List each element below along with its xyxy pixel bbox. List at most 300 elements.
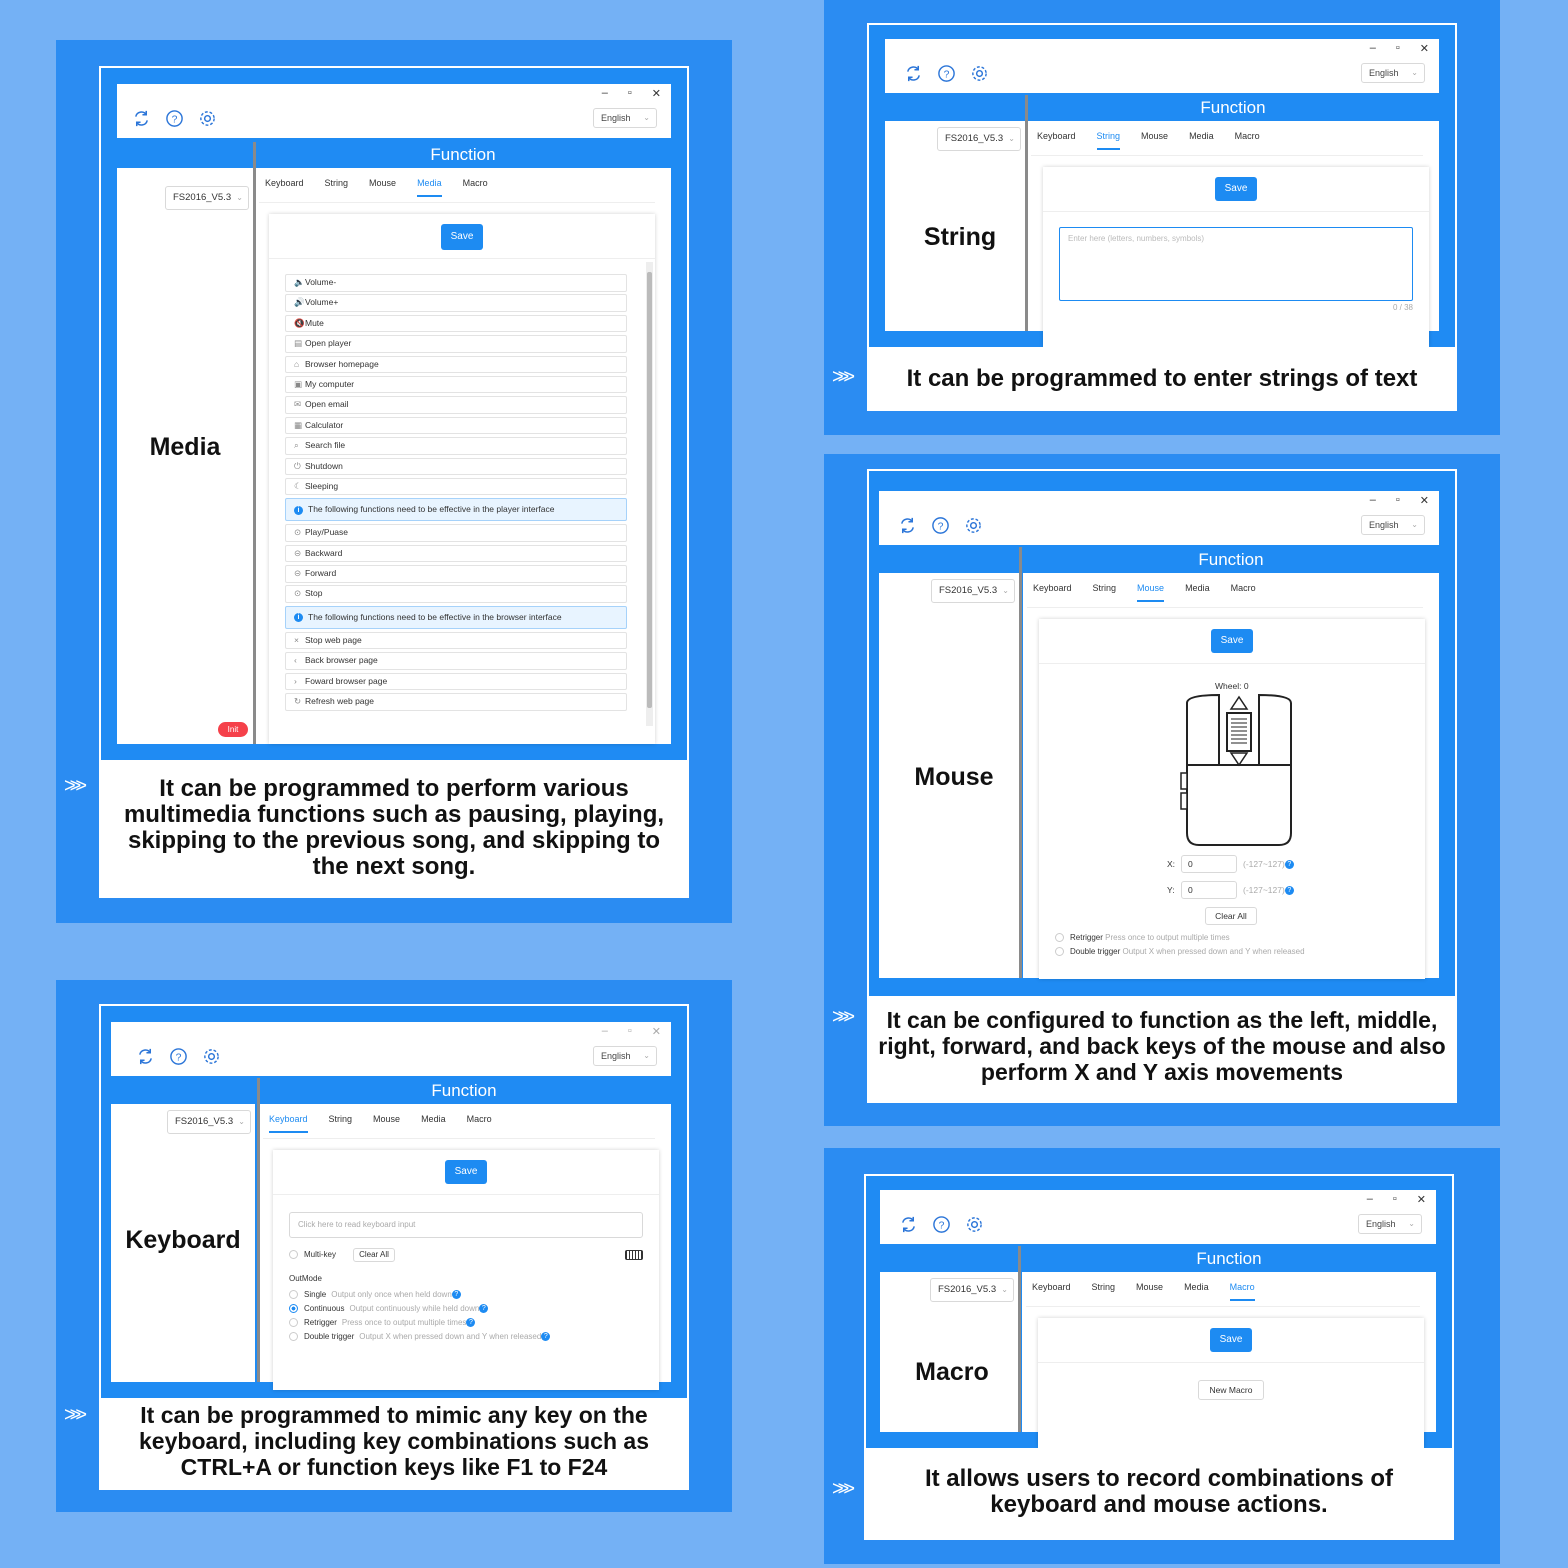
close-icon: × [294,634,299,645]
mouse-screenshot [869,471,1455,996]
tab-string[interactable]: String [1091,1282,1116,1292]
retrigger-label: Retrigger [1070,933,1103,942]
media-item-label: Refresh web page [305,696,374,707]
save-button[interactable]: Save [1215,177,1257,201]
tab-mouse[interactable]: Mouse [1136,1282,1164,1292]
outmode-desc: Output continuously while held down [349,1304,480,1313]
media-list-item[interactable] [285,437,627,455]
keyboard-icon[interactable] [625,1250,643,1260]
media-list-item[interactable] [285,565,627,583]
media-item-label: Foward browser page [305,675,388,686]
string-card [867,23,1457,411]
media-item-label: Shutdown [305,460,343,471]
toolbar [880,1190,1436,1244]
function-panel [1022,1272,1436,1432]
media-list-item[interactable] [285,396,627,414]
media-list-item[interactable] [285,294,627,312]
side-button-back [1181,793,1187,809]
computer-icon: ▣ [294,378,303,389]
help-icon[interactable] [930,515,950,535]
player-notice [285,498,627,521]
function-tabs [269,1114,513,1133]
chevrons-icon: >>> [832,366,850,388]
language-select[interactable] [1361,63,1425,83]
media-list-group-a [285,274,627,495]
caption: It can be programmed to perform various multimedia functions such as pausing, playing, skipping to the previous song, and skipping to the next song. [123,775,665,880]
help-icon[interactable] [931,1214,951,1234]
save-button[interactable]: Save [1211,629,1253,653]
close-button[interactable]: ✕ [651,88,661,100]
outmode-option[interactable] [289,1288,550,1302]
media-list-item[interactable] [285,274,627,292]
chevron-down-icon: ⌄ [1008,134,1015,143]
tab-macro[interactable]: Macro [1230,1282,1255,1301]
panel-divider [253,142,256,744]
refresh-icon[interactable] [898,1214,918,1234]
moon-icon: ☾ [294,480,302,491]
mouse-card [867,469,1457,1103]
multi-key-option[interactable] [289,1250,336,1259]
y-range [1243,885,1294,895]
media-list-item[interactable] [285,524,627,542]
double-trigger-label: Double trigger [1070,947,1121,956]
outmode-radio[interactable] [289,1318,298,1327]
media-item-label: Mute [305,317,324,328]
device-value: FS2016_V5.3 [938,1284,997,1295]
device-select[interactable] [167,1110,251,1134]
outmode-name: Double trigger [304,1332,355,1341]
help-icon[interactable] [164,108,184,128]
media-list-item[interactable] [285,335,627,353]
help-icon[interactable]: ? [479,1304,488,1313]
wheel-up-arrow [1231,697,1247,709]
help-icon[interactable]: ? [1285,886,1294,895]
language-value: English [601,1051,631,1061]
chevron-down-icon: ⌄ [643,113,650,122]
section-label: Keyboard [125,1226,241,1254]
tab-macro[interactable]: Macro [466,1114,492,1124]
media-panel [56,40,732,923]
browser-notice [285,606,627,629]
side-button-forward [1181,773,1187,789]
restore-button[interactable]: ▫ [1392,1193,1397,1205]
x-label: X: [1167,859,1176,869]
y-value: 0 [1188,885,1193,895]
outmode-option[interactable] [289,1316,550,1330]
double-trigger-desc: Output X when pressed down and Y when released [1122,947,1305,956]
media-list-item[interactable] [285,315,627,333]
media-card [99,66,689,898]
restore-button[interactable]: ▫ [1395,42,1400,54]
email-icon: ✉ [294,399,302,410]
tab-keyboard[interactable]: Keyboard [269,1114,308,1133]
double-trigger-option[interactable] [1055,947,1305,956]
tab-mouse[interactable]: Mouse [373,1114,401,1124]
media-item-label: Play/Puase [305,527,348,538]
outmode-radio[interactable] [289,1332,298,1341]
minimize-button[interactable]: – [1369,494,1376,506]
mouse-body [1187,765,1291,845]
tab-string[interactable]: String [1097,131,1121,150]
function-panel [255,168,671,744]
minimize-button[interactable]: – [1369,42,1376,54]
tab-string[interactable]: String [324,178,349,188]
media-list-item[interactable] [285,673,627,691]
media-list-group-c [285,632,627,711]
char-counter: 0 / 38 [1392,303,1413,312]
keyboard-input[interactable] [289,1212,643,1238]
panel-divider [257,1078,260,1382]
string-input[interactable] [1059,227,1413,301]
media-screenshot [101,68,687,760]
tab-media[interactable]: Media [1189,131,1214,141]
left-button [1187,695,1219,765]
power-icon: ⏻ [294,460,301,471]
help-icon[interactable] [936,63,956,83]
help-icon[interactable] [168,1046,188,1066]
outmode-options [289,1288,550,1344]
media-list-item[interactable] [285,652,627,670]
gear-icon[interactable] [964,1214,984,1234]
chevrons-icon: >>> [64,775,82,797]
minimize-button[interactable]: – [1366,1193,1373,1205]
outmode-desc: Output only once when held down [331,1290,452,1299]
close-button[interactable]: ✕ [651,1026,661,1038]
chevrons-icon: >>> [832,1478,850,1500]
language-select[interactable] [593,108,657,128]
device-select[interactable] [937,127,1021,151]
outmode-label: OutMode [289,1274,322,1283]
y-label: Y: [1167,885,1175,895]
x-range-text: (-127~127) [1243,859,1285,869]
panel-divider [1025,95,1028,331]
tab-divider [1026,1306,1420,1307]
retrigger-desc: Press once to output multiple times [1105,933,1230,942]
mouse-editor [1039,619,1425,979]
info-icon: i [294,506,303,515]
svg-text:?: ? [943,68,949,80]
chevrons-icon: >>> [64,1404,82,1426]
forward-icon: ⊝ [294,568,302,579]
chevron-left-icon: ‹ [294,655,297,666]
outmode-name: Single [304,1290,327,1299]
outmode-radio[interactable] [289,1304,298,1313]
media-list-item[interactable] [285,417,627,435]
section-label: Media [149,433,221,461]
calculator-icon: ▦ [294,419,303,430]
close-button[interactable]: ✕ [1419,495,1429,507]
window-controls [1370,494,1429,507]
save-button[interactable]: Save [445,1160,487,1184]
info-icon: i [294,613,303,622]
language-value: English [1369,68,1399,78]
tab-macro[interactable]: Macro [462,178,488,188]
svg-text:?: ? [937,520,943,532]
section-label: Mouse [914,763,994,791]
outmode-radio[interactable] [289,1290,298,1299]
minimize-button[interactable]: – [601,1025,608,1037]
device-select[interactable] [931,579,1015,603]
tab-macro[interactable]: Macro [1230,583,1256,593]
media-list-item[interactable] [285,693,627,711]
right-button [1259,695,1291,765]
device-select[interactable] [165,186,249,210]
media-item-label: Volume+ [305,297,339,308]
gear-icon[interactable] [963,515,983,535]
help-icon[interactable]: ? [466,1318,475,1327]
tab-divider [259,202,655,203]
media-list-item[interactable] [285,458,627,476]
macro-card [864,1174,1454,1540]
retrigger-radio[interactable] [1055,933,1064,942]
media-item-label: Stop [305,588,323,599]
media-item-label: Stop web page [305,634,362,645]
gear-icon[interactable] [197,108,217,128]
window-controls [1367,1193,1426,1206]
refresh-icon[interactable] [897,515,917,535]
refresh-icon[interactable] [903,63,923,83]
media-item-label: Back browser page [305,655,378,666]
device-value: FS2016_V5.3 [939,585,998,596]
outmode-name: Retrigger [304,1318,337,1327]
media-item-label: Backward [305,547,343,558]
caption: It can be configured to function as the left, middle, right, forward, and back keys of the mouse and also perform X and Y axis movements [878,1007,1446,1085]
media-item-label: Sleeping [305,480,339,491]
device-panel [885,121,1025,331]
window-controls [602,1025,661,1038]
outmode-desc: Press once to output multiple times [341,1318,467,1327]
function-title: Function [431,1081,497,1100]
function-panel [259,1104,671,1382]
wheel-down-arrow [1231,753,1247,765]
media-list-item[interactable] [285,632,627,650]
clear-all-button[interactable]: Clear All [1205,907,1257,925]
svg-text:?: ? [938,1219,944,1231]
save-button[interactable]: Save [1210,1328,1252,1352]
refresh-icon: ↻ [294,696,302,707]
caption: It can be programmed to mimic any key on the keyboard, including key combinations such as CTRL+A or function keys like F1 to F24 [139,1402,649,1480]
language-select[interactable] [1361,515,1425,535]
restore-button[interactable]: ▫ [1395,494,1400,506]
media-list-item[interactable] [285,585,627,603]
new-macro-button[interactable]: New Macro [1198,1380,1264,1400]
outmode-option[interactable] [289,1302,550,1316]
tab-macro[interactable]: Macro [1234,131,1260,141]
tab-string[interactable]: String [1092,583,1117,593]
restore-button[interactable]: ▫ [627,1025,632,1037]
outmode-desc: Output X when pressed down and Y when released [359,1332,542,1341]
stop-icon: ⊙ [294,588,302,599]
media-item-label: Search file [305,440,346,451]
function-title: Function [1198,550,1264,569]
multi-key-checkbox[interactable] [289,1250,298,1259]
minimize-button[interactable]: – [601,87,608,99]
media-item-label: Forward [305,568,337,579]
notice-text: The following functions need to be effective in the player interface [308,504,555,515]
tab-keyboard[interactable]: Keyboard [1032,1282,1071,1292]
tab-mouse[interactable]: Mouse [1137,583,1164,602]
tab-media[interactable]: Media [421,1114,446,1124]
string-editor [1043,167,1429,347]
tab-media[interactable]: Media [1184,1282,1209,1292]
y-input[interactable] [1181,881,1237,899]
outmode-option[interactable] [289,1330,550,1344]
restore-button[interactable]: ▫ [627,87,632,99]
chevron-right-icon: › [294,675,297,686]
chevron-down-icon: ⌄ [1411,520,1418,529]
device-panel [880,1272,1018,1432]
tab-media[interactable]: Media [1185,583,1210,593]
tab-keyboard[interactable]: Keyboard [1037,131,1076,141]
device-value: FS2016_V5.3 [175,1116,234,1127]
scrollbar-thumb[interactable] [647,272,652,708]
volume-up-icon: 🔊 [294,297,305,308]
x-value: 0 [1188,859,1193,869]
double-trigger-radio[interactable] [1055,947,1064,956]
close-button[interactable]: ✕ [1416,1194,1426,1206]
function-tabs [1037,131,1281,150]
device-select[interactable] [930,1278,1014,1302]
language-value: English [601,113,631,123]
macro-panel [824,1148,1500,1564]
mouse-panel [824,454,1500,1126]
player-icon: ▤ [294,338,303,349]
tab-mouse[interactable]: Mouse [369,178,397,188]
tab-keyboard[interactable]: Keyboard [265,178,304,188]
save-button[interactable]: Save [441,224,483,250]
retrigger-option[interactable] [1055,933,1230,942]
keyboard-card [99,1004,689,1490]
toolbar [879,491,1439,545]
language-select[interactable] [1358,1214,1422,1234]
media-list-item[interactable] [285,545,627,563]
tab-divider [1027,607,1423,608]
help-icon[interactable]: ? [541,1332,550,1341]
device-value: FS2016_V5.3 [945,133,1004,144]
function-title: Function [430,145,496,164]
media-item-label: Open email [305,399,349,410]
refresh-icon[interactable] [131,108,151,128]
panel-divider [1018,1246,1021,1432]
backward-icon: ⊝ [294,547,302,558]
tab-divider [263,1138,655,1139]
editor-divider [1039,663,1425,664]
chevron-down-icon: ⌄ [643,1051,650,1060]
play-icon: ⊙ [294,527,302,538]
device-panel [879,573,1019,978]
tab-divider [1031,155,1423,156]
language-value: English [1369,520,1399,530]
media-item-label: Open player [305,338,352,349]
language-select[interactable] [593,1046,657,1066]
media-item-label: My computer [305,378,355,389]
keyboard-editor [273,1150,659,1390]
device-value: FS2016_V5.3 [173,192,232,203]
tab-mouse[interactable]: Mouse [1141,131,1169,141]
toolbar [117,84,671,138]
media-item-label: Browser homepage [305,358,379,369]
volume-down-icon: 🔈 [294,277,305,287]
chevron-down-icon: ⌄ [1002,586,1009,595]
tab-keyboard[interactable]: Keyboard [1033,583,1072,593]
editor-divider [269,258,655,259]
home-icon: ⌂ [294,358,300,369]
svg-text:?: ? [171,113,177,125]
function-panel [1027,121,1439,331]
mouse-diagram[interactable] [1179,693,1299,849]
gear-icon[interactable] [201,1046,221,1066]
function-panel [1023,573,1439,978]
device-panel [117,168,253,744]
keyboard-screenshot [101,1006,687,1398]
chevron-down-icon: ⌄ [236,193,243,202]
wheel-ridges [1231,719,1247,743]
media-list-item[interactable] [285,478,627,496]
section-label: Macro [915,1358,989,1386]
editor-divider [1043,211,1429,212]
notice-text: The following functions need to be effective in the browser interface [308,611,562,622]
tab-string[interactable]: String [328,1114,353,1124]
search-icon: ⌕ [294,440,299,451]
function-title: Function [1200,98,1266,117]
chevron-down-icon: ⌄ [1001,1285,1008,1294]
window-controls [1370,42,1429,55]
media-list-item[interactable] [285,356,627,374]
multi-key-label: Multi-key [304,1250,337,1259]
gear-icon[interactable] [969,63,989,83]
x-input[interactable] [1181,855,1237,873]
macro-editor [1038,1318,1424,1448]
panel-divider [1019,547,1022,978]
macro-screenshot [866,1176,1452,1448]
wheel-readout: Wheel: 0 [1215,681,1249,691]
function-title: Function [1196,1249,1262,1268]
x-range [1243,859,1294,869]
function-tabs [265,178,509,197]
media-item-label: Calculator [305,419,344,430]
string-panel [824,0,1500,435]
tab-media[interactable]: Media [417,178,442,197]
chevron-down-icon: ⌄ [238,1117,245,1126]
scrollbar[interactable] [646,262,653,726]
outmode-name: Continuous [304,1304,345,1313]
help-icon[interactable]: ? [1285,860,1294,869]
editor-divider [1038,1362,1424,1363]
clear-all-button[interactable]: Clear All [353,1248,395,1262]
init-badge[interactable]: Init [218,722,248,737]
function-tabs [1032,1282,1276,1301]
input-placeholder: Click here to read keyboard input [298,1220,416,1229]
editor-divider [273,1194,659,1195]
chevron-down-icon: ⌄ [1408,1219,1415,1228]
media-editor [269,214,655,744]
media-list [285,274,627,713]
toolbar [885,39,1439,93]
caption: It can be programmed to enter strings of text [906,365,1418,392]
keyboard-panel [56,980,732,1512]
device-panel [111,1104,255,1382]
refresh-icon[interactable] [135,1046,155,1066]
help-icon[interactable]: ? [452,1290,461,1299]
window-controls [602,87,661,100]
mute-icon: 🔇 [294,317,305,328]
close-button[interactable]: ✕ [1419,43,1429,55]
toolbar [111,1022,671,1076]
media-list-item[interactable] [285,376,627,394]
input-placeholder: Enter here (letters, numbers, symbols) [1068,234,1205,243]
language-value: English [1366,1219,1396,1229]
svg-text:?: ? [175,1051,181,1063]
